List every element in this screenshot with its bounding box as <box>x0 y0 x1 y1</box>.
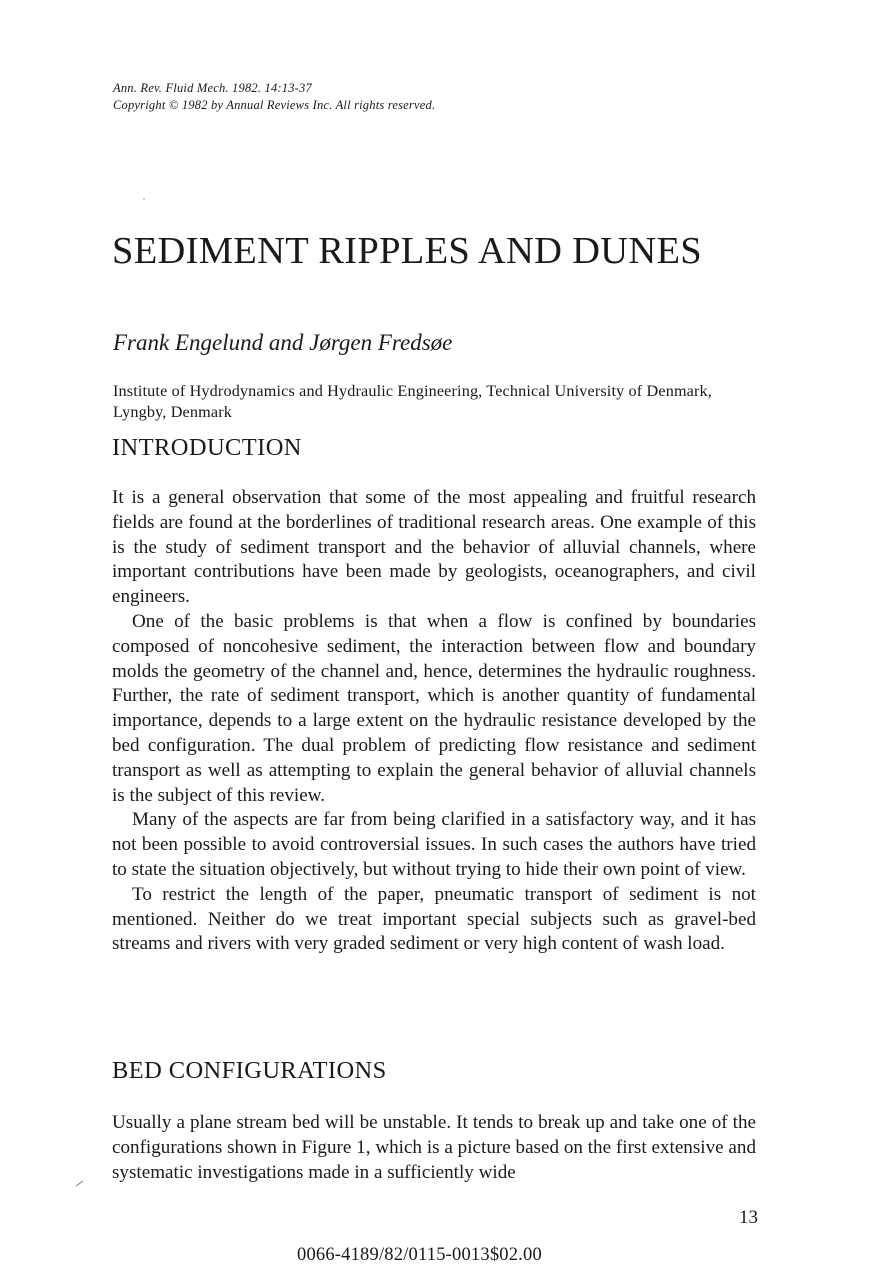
copyright-notice: Copyright © 1982 by Annual Reviews Inc. All rights reserved. <box>113 98 436 112</box>
journal-citation: Ann. Rev. Fluid Mech. 1982. 14:13-37 <box>113 81 312 95</box>
print-speck-mark <box>142 197 146 201</box>
bed-configurations-body <box>112 1111 756 1185</box>
paragraph: It is a general observation that some of the most appealing and fruitful research fields are found at the borderlines of traditional research areas. One example of this is the study of sediment transport and the behavior of alluvial channels, where important contributions have been made by geologists, oceanographers, and civil engineers. <box>112 487 756 608</box>
section-heading-bed-configurations: BED CONFIGURATIONS <box>112 1057 387 1084</box>
margin-pen-mark <box>74 1178 86 1188</box>
section-heading-introduction: INTRODUCTION <box>112 434 302 461</box>
paragraph: Usually a plane stream bed will be unstable. It tends to break up and take one of the configurations shown in Figure 1, which is a picture based on the first extensive and systematic investigations made in a sufficiently wide <box>112 1112 756 1183</box>
paragraph: Many of the aspects are far from being clarified in a satisfactory way, and it has not been possible to avoid controversial issues. In such cases the authors have tried to state the situation objectively, but without trying to hide their own point of view. <box>112 809 756 880</box>
article-price-code: 0066-4189/82/0115-0013$02.00 <box>297 1245 542 1265</box>
article-title: SEDIMENT RIPPLES AND DUNES <box>112 230 702 272</box>
paragraph: One of the basic problems is that when a flow is confined by boundaries composed of noncohesive sediment, the interaction between flow and boundary molds the geometry of the channel and, hence, determines the hydraulic roughness. Further, the rate of sediment transport, which is another quantity of fundamental importance, depends to a large extent on the hydraulic resistance developed by the bed configuration. The dual problem of predicting flow resistance and sediment transport as well as attempting to explain the general behavior of alluvial channels is the subject of this review. <box>112 610 756 806</box>
paragraph: To restrict the length of the paper, pneumatic transport of sediment is not mentioned. Neither do we treat important special subjects such as gravel-bed streams and rivers with very graded sediment or very high content of wash load. <box>112 883 756 955</box>
journal-header <box>113 80 435 114</box>
page-number: 13 <box>739 1207 758 1228</box>
author-affiliation: Institute of Hydrodynamics and Hydraulic Engineering, Technical University of Denmark, Lyngby, Denmark <box>113 382 712 421</box>
introduction-body <box>112 486 756 957</box>
article-authors: Frank Engelund and Jørgen Fredsøe <box>113 330 453 355</box>
